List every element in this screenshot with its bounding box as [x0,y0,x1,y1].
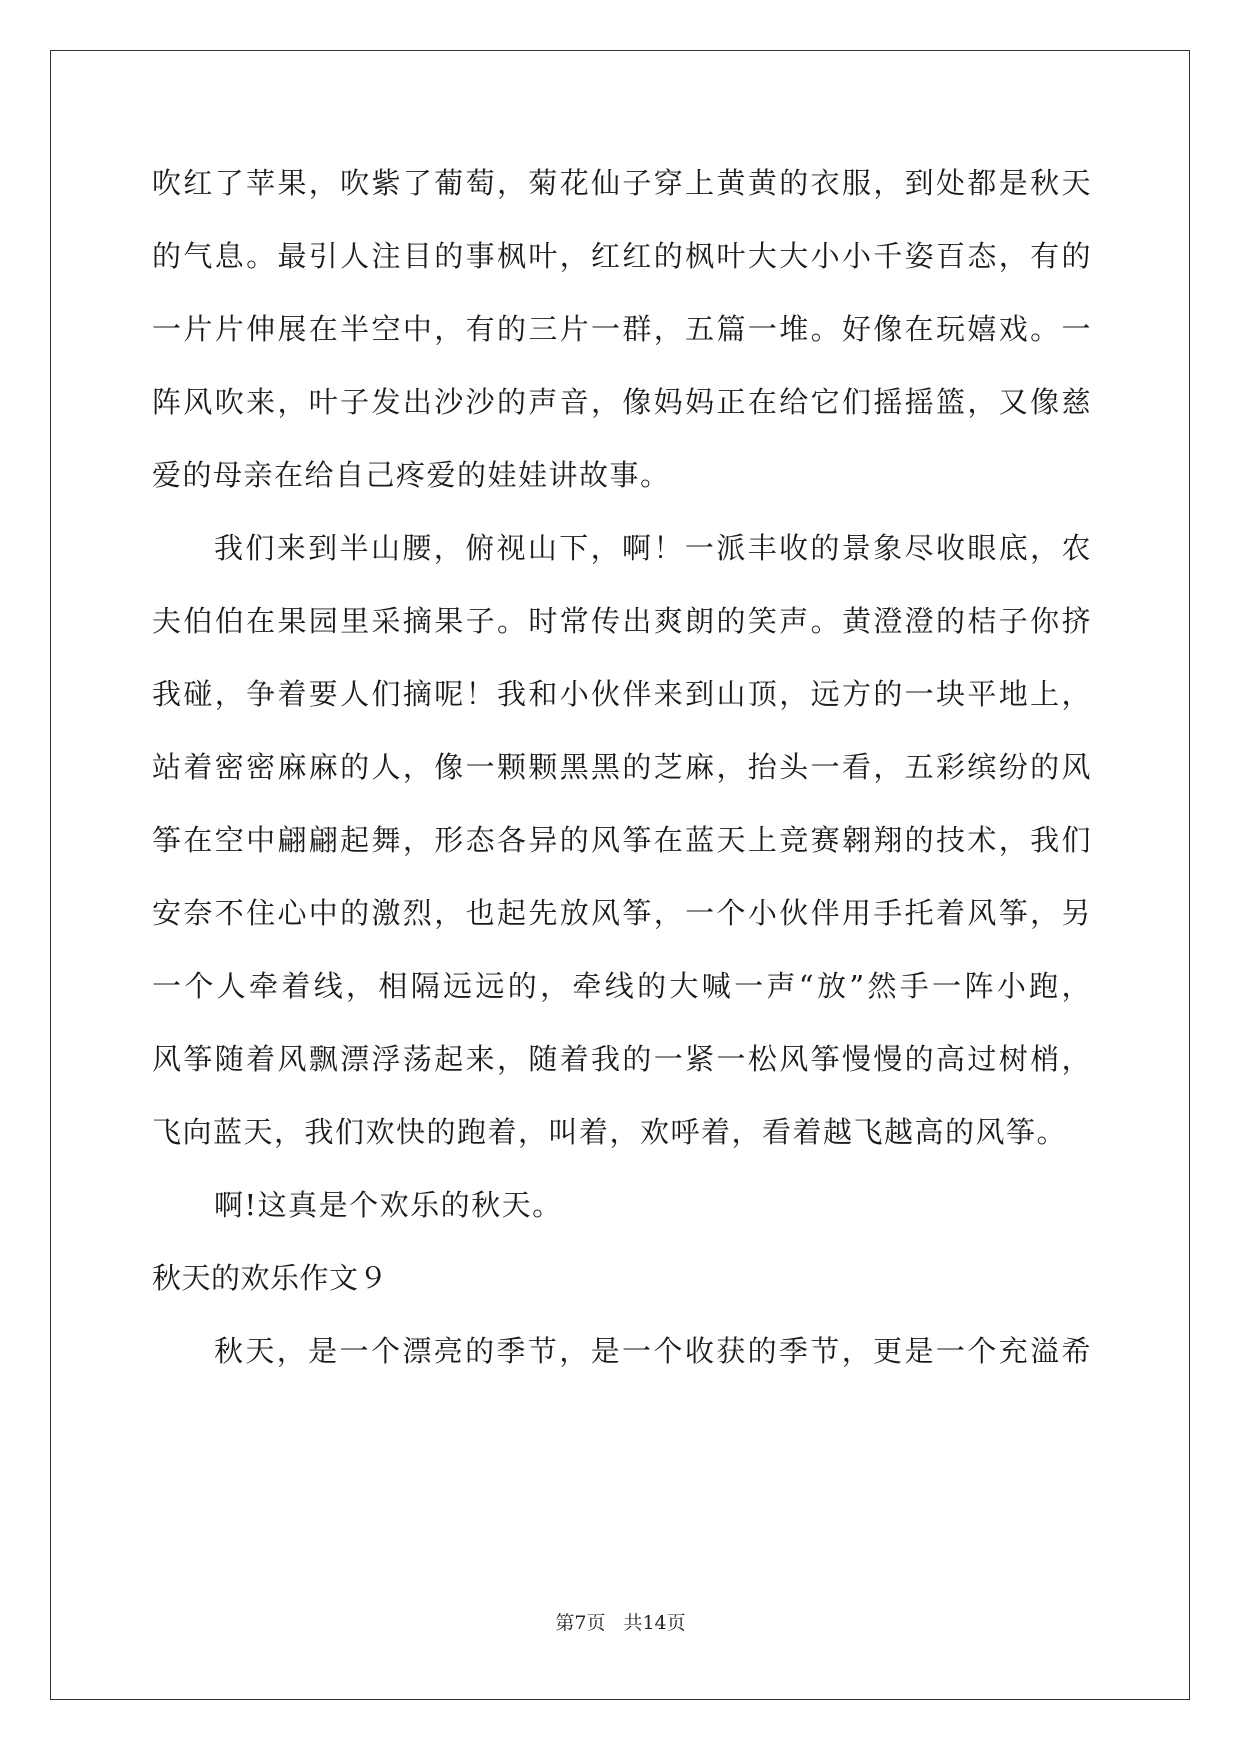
text-line: 阵风吹来，叶子发出沙沙的声音，像妈妈正在给它们摇摇篮，又像慈 [152,385,1092,419]
document-body [152,163,1092,1404]
page-total: 共14页 [623,1612,686,1634]
page-number: 第7页 [555,1612,606,1634]
text-line: 爱的母亲在给自己疼爱的娃娃讲故事。 [152,458,671,492]
text-line: 风筝随着风飘漂浮荡起来，随着我的一紧一松风筝慢慢的高过树梢， [152,1042,1092,1076]
text-line: 安奈不住心中的激烈，也起先放风筝，一个小伙伴用手托着风筝，另 [152,896,1092,930]
text-line: 我们来到半山腰，俯视山下，啊！一派丰收的景象尽收眼底，农 [214,531,1092,565]
text-line: 啊!这真是个欢乐的秋天。 [214,1188,563,1222]
page-footer [0,1608,1241,1635]
text-line: 一片片伸展在半空中，有的三片一群，五篇一堆。好像在玩嬉戏。一 [152,312,1092,346]
text-line: 秋天，是一个漂亮的季节，是一个收获的季节，更是一个充溢希 [214,1334,1092,1368]
text-line: 吹红了苹果，吹紫了葡萄，菊花仙子穿上黄黄的衣服，到处都是秋天 [152,166,1092,200]
text-line: 筝在空中翩翩起舞，形态各异的风筝在蓝天上竞赛翱翔的技术，我们 [152,823,1092,857]
text-line: 的气息。最引人注目的事枫叶，红红的枫叶大大小小千姿百态，有的 [152,239,1092,273]
section-heading: 秋天的欢乐作文９ [152,1261,389,1295]
text-line: 飞向蓝天，我们欢快的跑着，叫着，欢呼着，看着越飞越高的风筝。 [152,1115,1068,1149]
text-line: 一个人牵着线，相隔远远的，牵线的大喊一声“放”然手一阵小跑， [152,969,1092,1003]
text-line: 站着密密麻麻的人，像一颗颗黑黑的芝麻，抬头一看，五彩缤纷的风 [152,750,1092,784]
text-line: 夫伯伯在果园里采摘果子。时常传出爽朗的笑声。黄澄澄的桔子你挤 [152,604,1092,638]
text-line: 我碰，争着要人们摘呢！我和小伙伴来到山顶，远方的一块平地上， [152,677,1092,711]
